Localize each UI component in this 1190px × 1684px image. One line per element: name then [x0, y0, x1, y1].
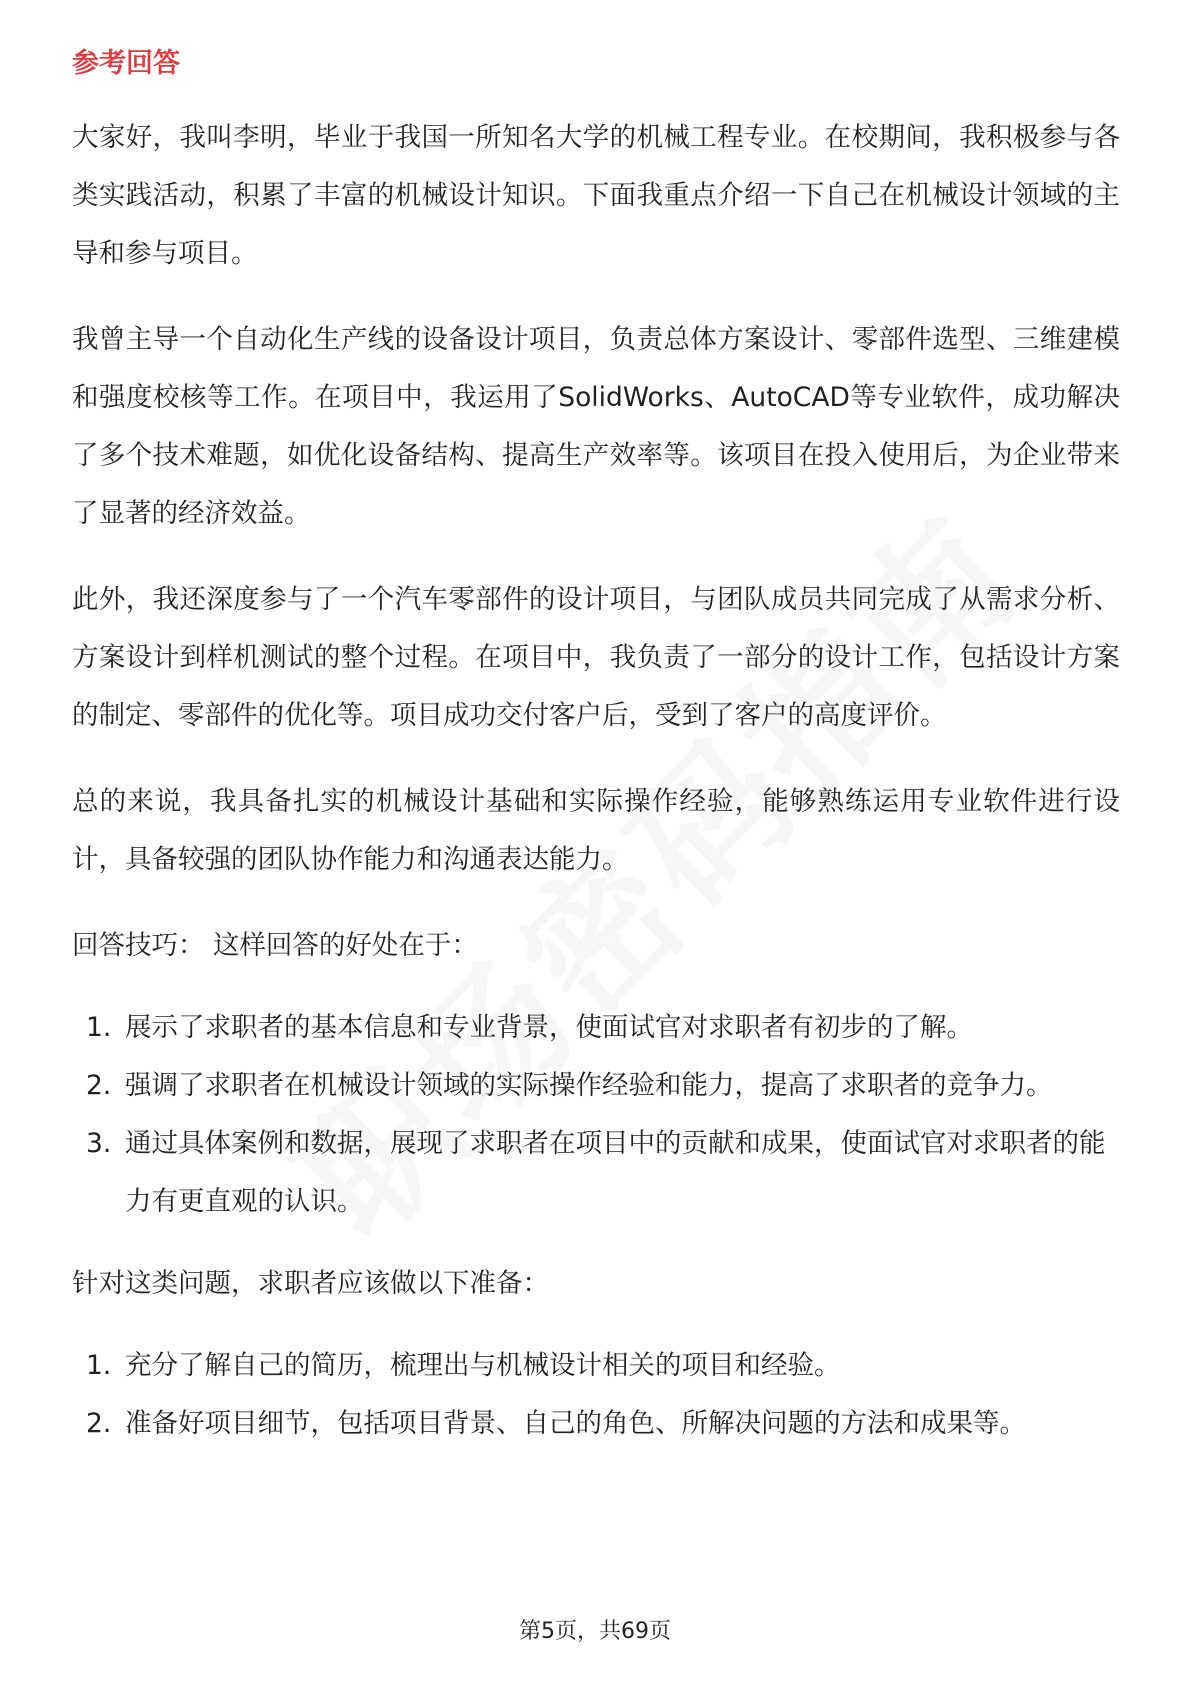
- list-item: [72, 1057, 1120, 1115]
- list-number: 3.: [86, 1128, 112, 1159]
- list-item: [72, 1115, 1120, 1231]
- paragraph-intro: 大家好，我叫李明，毕业于我国一所知名大学的机械工程专业。在校期间，我积极参与各类实践活动，积累了丰富的机械设计知识。下面我重点介绍一下自己在机械设计领域的主导和参与项目。: [72, 122, 1120, 269]
- list-number: 2.: [86, 1070, 112, 1101]
- list-item-text: 通过具体案例和数据，展现了求职者在项目中的贡献和成果，使面试官对求职者的能力有更直观的认识。: [125, 1128, 1106, 1217]
- list-item-text: 展示了求职者的基本信息和专业背景，使面试官对求职者有初步的了解。: [125, 1012, 973, 1043]
- list-item-text: 充分了解自己的简历，梳理出与机械设计相关的项目和经验。: [125, 1350, 841, 1381]
- list-number: 1.: [86, 1350, 112, 1381]
- document-content: [72, 44, 1120, 1477]
- list-item: [72, 1337, 1120, 1395]
- prep-list: [72, 1337, 1120, 1453]
- section-heading: 参考回答: [72, 48, 180, 79]
- paragraph-project-automation: 我曾主导一个自动化生产线的设备设计项目，负责总体方案设计、零部件选型、三维建模和强度校核等工作。在项目中，我运用了SolidWorks、AutoCAD等专业软件，成功解决了多个技术难题，如优化设备结构、提高生产效率等。该项目在投入使用后，为企业带来了显著的经济效益。: [72, 324, 1120, 529]
- page-footer: 第5页，共69页: [519, 1619, 671, 1644]
- list-number: 2.: [86, 1408, 112, 1439]
- list-item-text: 准备好项目细节，包括项目背景、自己的角色、所解决问题的方法和成果等。: [125, 1408, 1026, 1439]
- prep-intro: 针对这类问题，求职者应该做以下准备：: [72, 1268, 549, 1299]
- tips-list: [72, 999, 1120, 1231]
- list-item: [72, 999, 1120, 1057]
- list-item-text: 强调了求职者在机械设计领域的实际操作经验和能力，提高了求职者的竞争力。: [125, 1070, 1053, 1101]
- tips-intro: 回答技巧： 这样回答的好处在于：: [72, 930, 478, 961]
- list-number: 1.: [86, 1012, 112, 1043]
- paragraph-project-automotive: 此外，我还深度参与了一个汽车零部件的设计项目，与团队成员共同完成了从需求分析、方案设计到样机测试的整个过程。在项目中，我负责了一部分的设计工作，包括设计方案的制定、零部件的优化等。项目成功交付客户后，受到了客户的高度评价。: [72, 584, 1120, 731]
- paragraph-summary: 总的来说，我具备扎实的机械设计基础和实际操作经验，能够熟练运用专业软件进行设计，具备较强的团队协作能力和沟通表达能力。: [72, 786, 1120, 875]
- list-item: [72, 1395, 1120, 1453]
